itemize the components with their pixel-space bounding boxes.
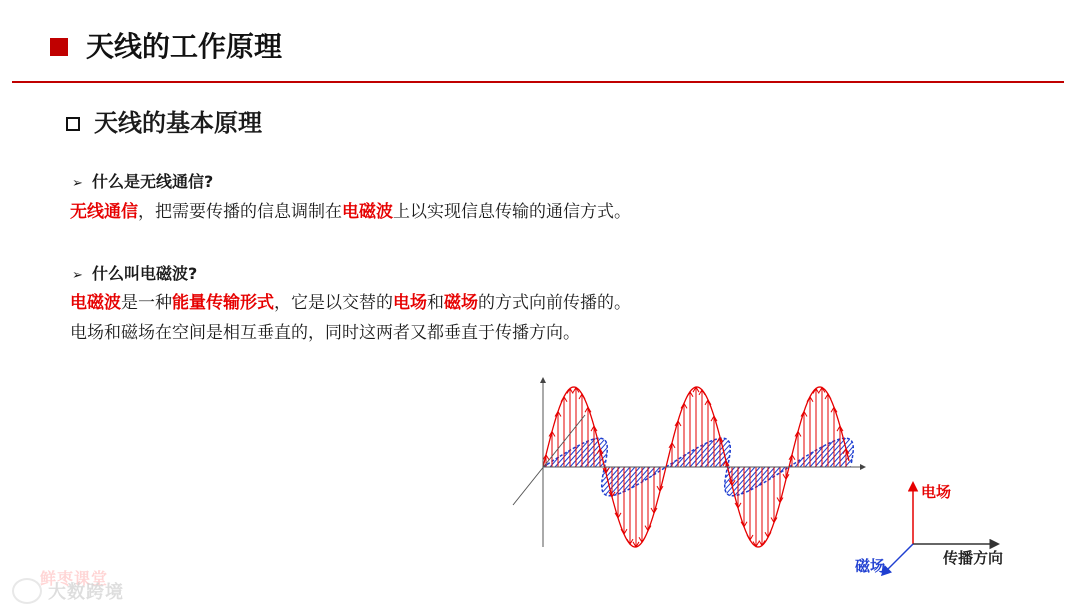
bullet-arrow-icon: ➢ (72, 176, 83, 191)
title-bullet-square (50, 38, 68, 56)
answer-2-seg: 和 (427, 293, 444, 313)
title-divider (12, 81, 1064, 83)
answer-1-seg: 上以实现信息传输的通信方式。 (393, 202, 631, 222)
question-1 (72, 170, 213, 196)
watermark-bottom: 大数跨境 (48, 582, 124, 603)
answer-2-seg: 能量传输形式 (172, 293, 274, 313)
answer-2-seg: 磁场 (444, 293, 478, 313)
bullet-arrow-icon: ➢ (72, 268, 83, 283)
answer-2-seg: 是一种 (121, 293, 172, 313)
answer-1-seg: 无线通信 (70, 202, 138, 222)
b-field-vector (680, 448, 697, 467)
propagation-label: 传播方向 (943, 549, 1004, 567)
b-field-vector (805, 446, 824, 467)
field-axes-diagram (845, 470, 1025, 590)
b-field-vector (815, 439, 840, 467)
b-field-vector (631, 467, 650, 488)
section-bullet-box (66, 117, 80, 131)
b-field-vector (609, 467, 635, 496)
b-field-vector (835, 447, 853, 467)
answer-1-seg: ，把需要传播的信息调制在 (138, 202, 342, 222)
b-field-vector (565, 441, 588, 467)
answer-2-seg: 电磁波 (70, 293, 121, 313)
page-title: 天线的工作原理 (86, 30, 283, 63)
question-2 (72, 262, 197, 288)
question-1-text: 什么是无线通信? (92, 172, 214, 191)
answer-2-seg: 的方式向前传播的。 (478, 293, 631, 313)
question-2-text: 什么叫电磁波? (92, 264, 198, 283)
answer-1 (70, 199, 631, 225)
section-title: 天线的基本原理 (94, 109, 262, 137)
em-wave-diagram (505, 372, 875, 552)
answer-1-seg: 电磁波 (342, 202, 393, 222)
watermark-top: 鲜枣课堂 (40, 569, 109, 588)
depth-axis (513, 415, 585, 505)
b-field-vector (810, 442, 832, 467)
b-field-vector (741, 467, 765, 494)
answer-2-line-2: 电场和磁场在空间是相互垂直的，同时这两者又都垂直于传播方向。 (70, 323, 580, 343)
b-field-label: 磁场 (855, 557, 886, 575)
answer-2-line-1 (70, 290, 631, 316)
watermark-logo-icon (12, 578, 42, 604)
answer-2-seg: 电场 (393, 293, 427, 313)
b-field-vector (758, 467, 775, 486)
b-field-arrow (883, 544, 913, 574)
e-field-label: 电场 (921, 483, 952, 501)
answer-2-seg: ，它是以交替的 (274, 293, 393, 313)
b-field-vector (820, 438, 846, 467)
